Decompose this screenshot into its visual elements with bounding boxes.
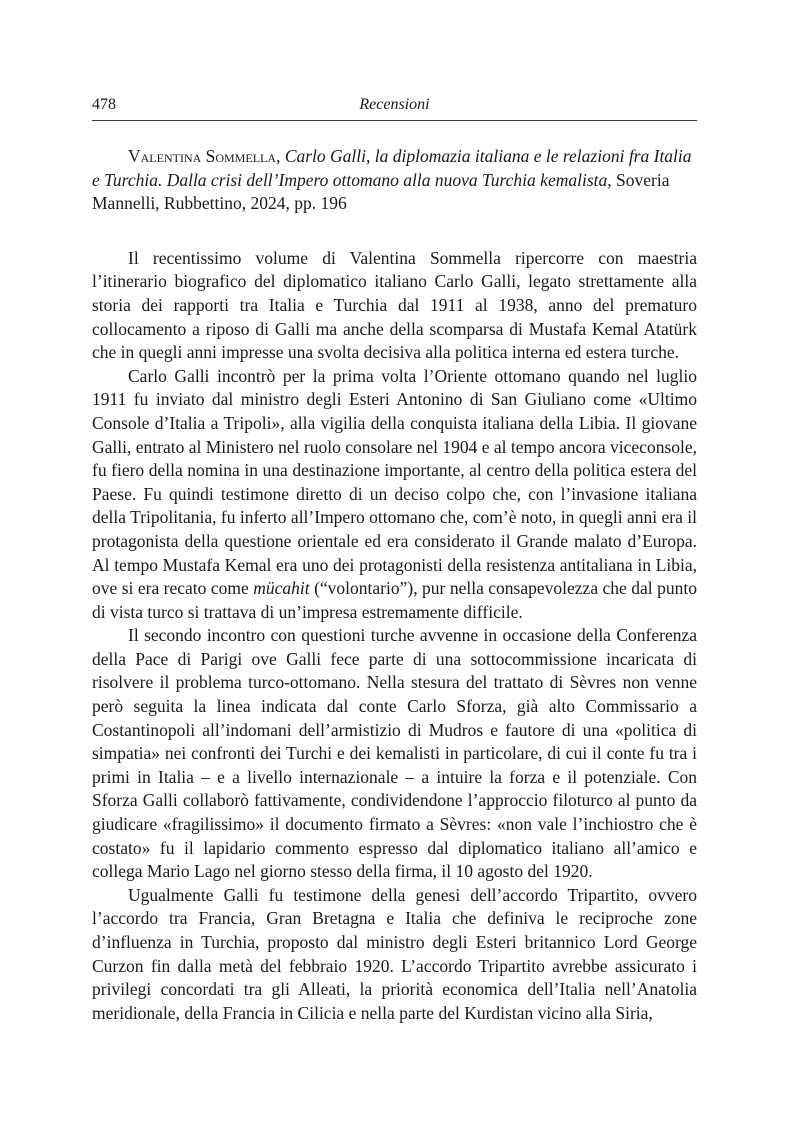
review-citation [92,145,697,216]
book-page [92,94,697,1025]
paragraph-2-italic-term: mücahit [253,578,310,599]
paragraph-2-text-a: Carlo Galli incontrò per la prima volta l’Oriente ottomano quando nel luglio 1911 fu inviato dal ministro degli Esteri Antonino di San Giuliano come «Ultimo Console d’Italia a Tripoli», alla vigilia della conquista italiana della Libia. Il giovane Galli, entrato al Ministero nel ruolo consolare nel 1904 e al tempo ancora viceconsole, fu fiero della nomina in una destinazione importante, al centro della politica estera del Paese. Fu quindi testimone diretto di un deciso colpo che, con l’invasione italiana della Tripolitania, fu inferto all’Impero ottomano che, com’è noto, in quegli anni era il protagonista della questione orientale ed era considerato il Grande malato d’Europa. Al tempo Mustafa Kemal era uno dei protagonisti della resistenza antitaliana in Libia, ove si era recato come [92,365,698,599]
paragraph-1: Il recentissimo volume di Valentina Sommella ripercorre con maestria l’itinerario biografico del diplomatico italiano Carlo Galli, legato strettamente alla storia dei rapporti tra Italia e Turchia dal 1911 al 1938, anno del prematuro collocamento a riposo di Galli ma anche della scomparsa di Mustafa Kemal Atatürk che in quegli anni impresse una svolta decisiva alla politica interna ed estera turche. [92,247,697,363]
running-header [92,94,697,121]
paragraph-3: Il secondo incontro con questioni turche avvenne in occasione della Conferenza della Pace di Parigi ove Galli fece parte di una sottocommissione incaricata di risolvere il problema turco-ottomano. Nella stesura del trattato di Sèvres non venne però seguita la linea indicata dal conte Carlo Sforza, già alto Commissario a Costantinopoli all’indomani dell’armistizio di Mudros e fautore di una «politica di simpatia» nei confronti dei Turchi e dei kemalisti in particolare, di cui il conte fu tra i primi in Italia – e a livello internazionale – a intuire la forza e il potenziale. Con Sforza Galli collaborò fattivamente, condividendone l’approccio filoturco al punto da giudicare «fragilissimo» il documento firmato a Sèvres: «non vale l’inchiostro che è costato» fu il lapidario commento espresso dal diplomatico italiano all’amico e collega Mario Lago nel giorno stesso della firma, il 10 agosto del 1920. [92,625,697,882]
citation-author: Valentina Sommella [128,146,277,166]
citation-title: Carlo Galli, la diplomazia italiana e le relazioni fra Italia e Turchia. Dalla crisi dell’Impero ottomano alla nuova Turchia kemalista [92,146,692,190]
paragraph-2-text-b: (“volontario”), pur nella consapevolezza che dal punto di vista turco si trattava di un’impresa estremamente difficile. [92,578,697,622]
page-number: 478 [92,96,116,113]
citation-separator: , [276,146,285,166]
paragraph-2 [92,365,697,625]
paragraph-4: Ugualmente Galli fu testimone della genesi dell’accordo Tripartito, ovvero l’accordo tra Francia, Gran Bretagna e Italia che definiva le reciproche zone d’influenza in Turchia, proposto dal ministro degli Esteri britannico Lord George Curzon fin dalla metà del febbraio 1920. L’accordo Tripartito avrebbe assicurato i privilegi concordati tra gli Alleati, la priorità economica dell’Italia nell’Anatolia meridionale, della Francia in Cilicia e nella parte del Kurdistan vicino alla Siria, [92,884,697,1023]
review-body [92,247,697,1026]
citation-publication: , Soveria Mannelli, Rubbettino, 2024, pp. 196 [92,169,670,214]
running-title: Recensioni [359,96,430,113]
